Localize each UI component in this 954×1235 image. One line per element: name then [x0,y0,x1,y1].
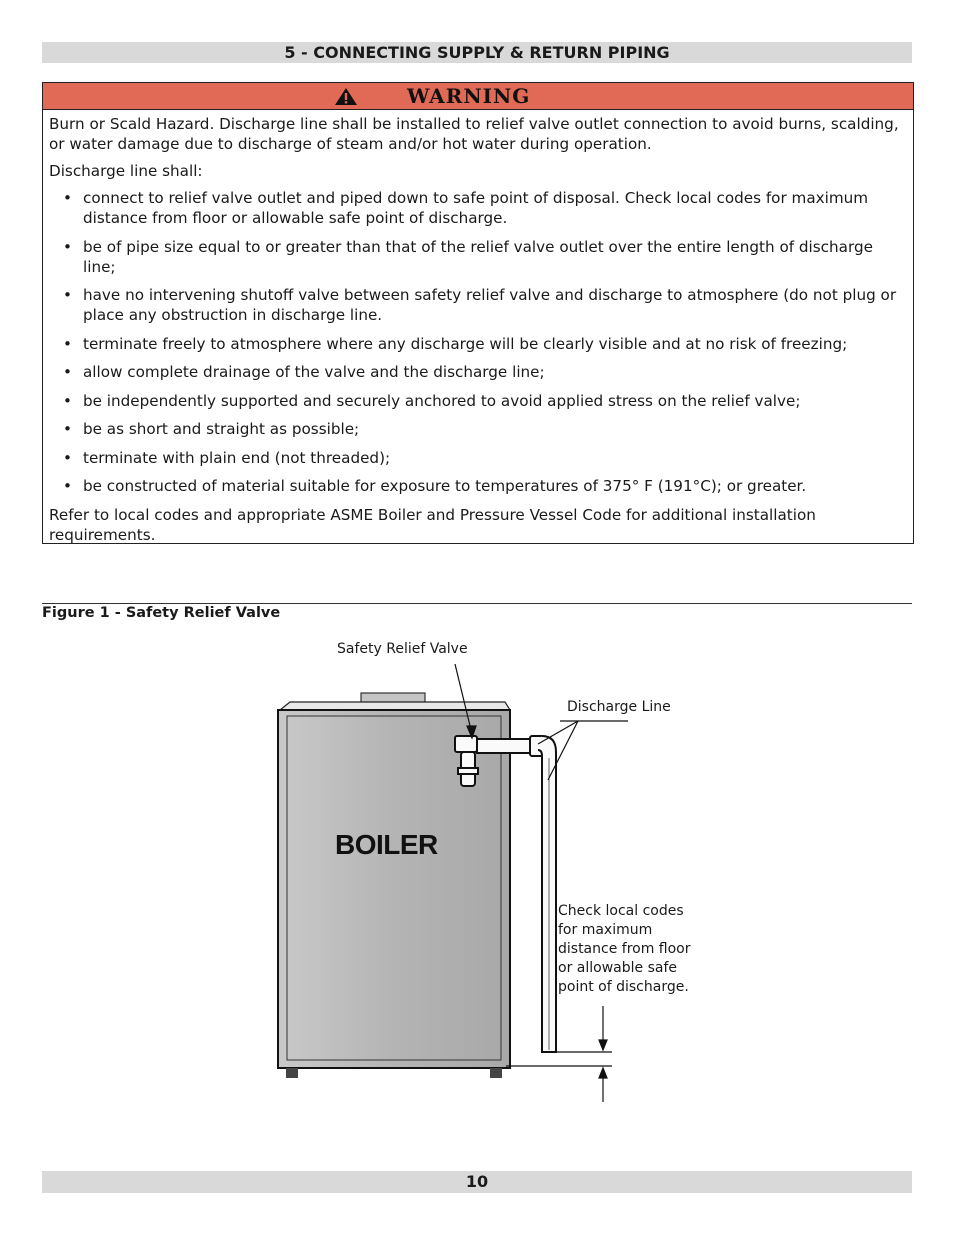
list-item: • be of pipe size equal to or greater than that of the relief valve outlet over the entire length of discharge line; [63,237,873,276]
warning-intro: Burn or Scald Hazard. Discharge line shall be installed to relief valve outlet connection to avoid burns, scalding, or water damage due to discharge of steam and/or hot water during operation. [49,115,899,153]
warning-closing: Refer to local codes and appropriate ASME Boiler and Pressure Vessel Code for additional installation requirements. [49,505,816,544]
list-item: • be independently supported and securely anchored to avoid applied stress on the relief valve; [63,391,801,410]
label-safety-relief-valve: Safety Relief Valve [337,641,468,657]
boiler-foot [286,1068,298,1078]
list-item: • connect to relief valve outlet and piped down to safe point of disposal. Check local codes for maximum distance from floor or allowable safe point of discharge. [63,189,869,227]
boiler-foot [490,1068,502,1078]
warning-body [43,110,913,545]
warning-bullet-list [49,188,907,496]
list-item: • allow complete drainage of the valve and the discharge line; [63,363,545,381]
warning-triangle-icon [334,87,358,106]
warning-header [43,83,913,110]
distance-arrow [599,1006,607,1102]
list-item: • be as short and straight as possible; [63,420,360,438]
page-number: 10 [42,1171,912,1193]
list-item: • terminate freely to atmosphere where any discharge will be clearly visible and at no risk of freezing; [63,334,848,353]
boiler-label: BOILER [335,829,438,860]
warning-title: WARNING [407,84,531,108]
list-item: • be constructed of material suitable for exposure to temperatures of 375° F (191°C); or greater. [63,477,807,495]
figure-caption: Figure 1 - Safety Relief Valve [42,605,281,621]
warning-box [42,82,914,544]
section-header: 5 - CONNECTING SUPPLY & RETURN PIPING [42,42,912,63]
warning-lead: Discharge line shall: [49,162,203,180]
discharge-pipe [538,736,556,1052]
list-item: • have no intervening shutoff valve between safety relief valve and discharge to atmosphere (do not plug or place any obstruction in discharge line. [63,286,897,324]
list-item: • terminate with plain end (not threaded); [63,448,391,467]
boiler-top [280,702,510,710]
figure-divider [42,603,912,604]
label-discharge-line: Discharge Line [567,699,671,715]
label-check-local-codes: Check local codes for maximum distance from floor or allowable safe point of discharge. [558,903,691,995]
